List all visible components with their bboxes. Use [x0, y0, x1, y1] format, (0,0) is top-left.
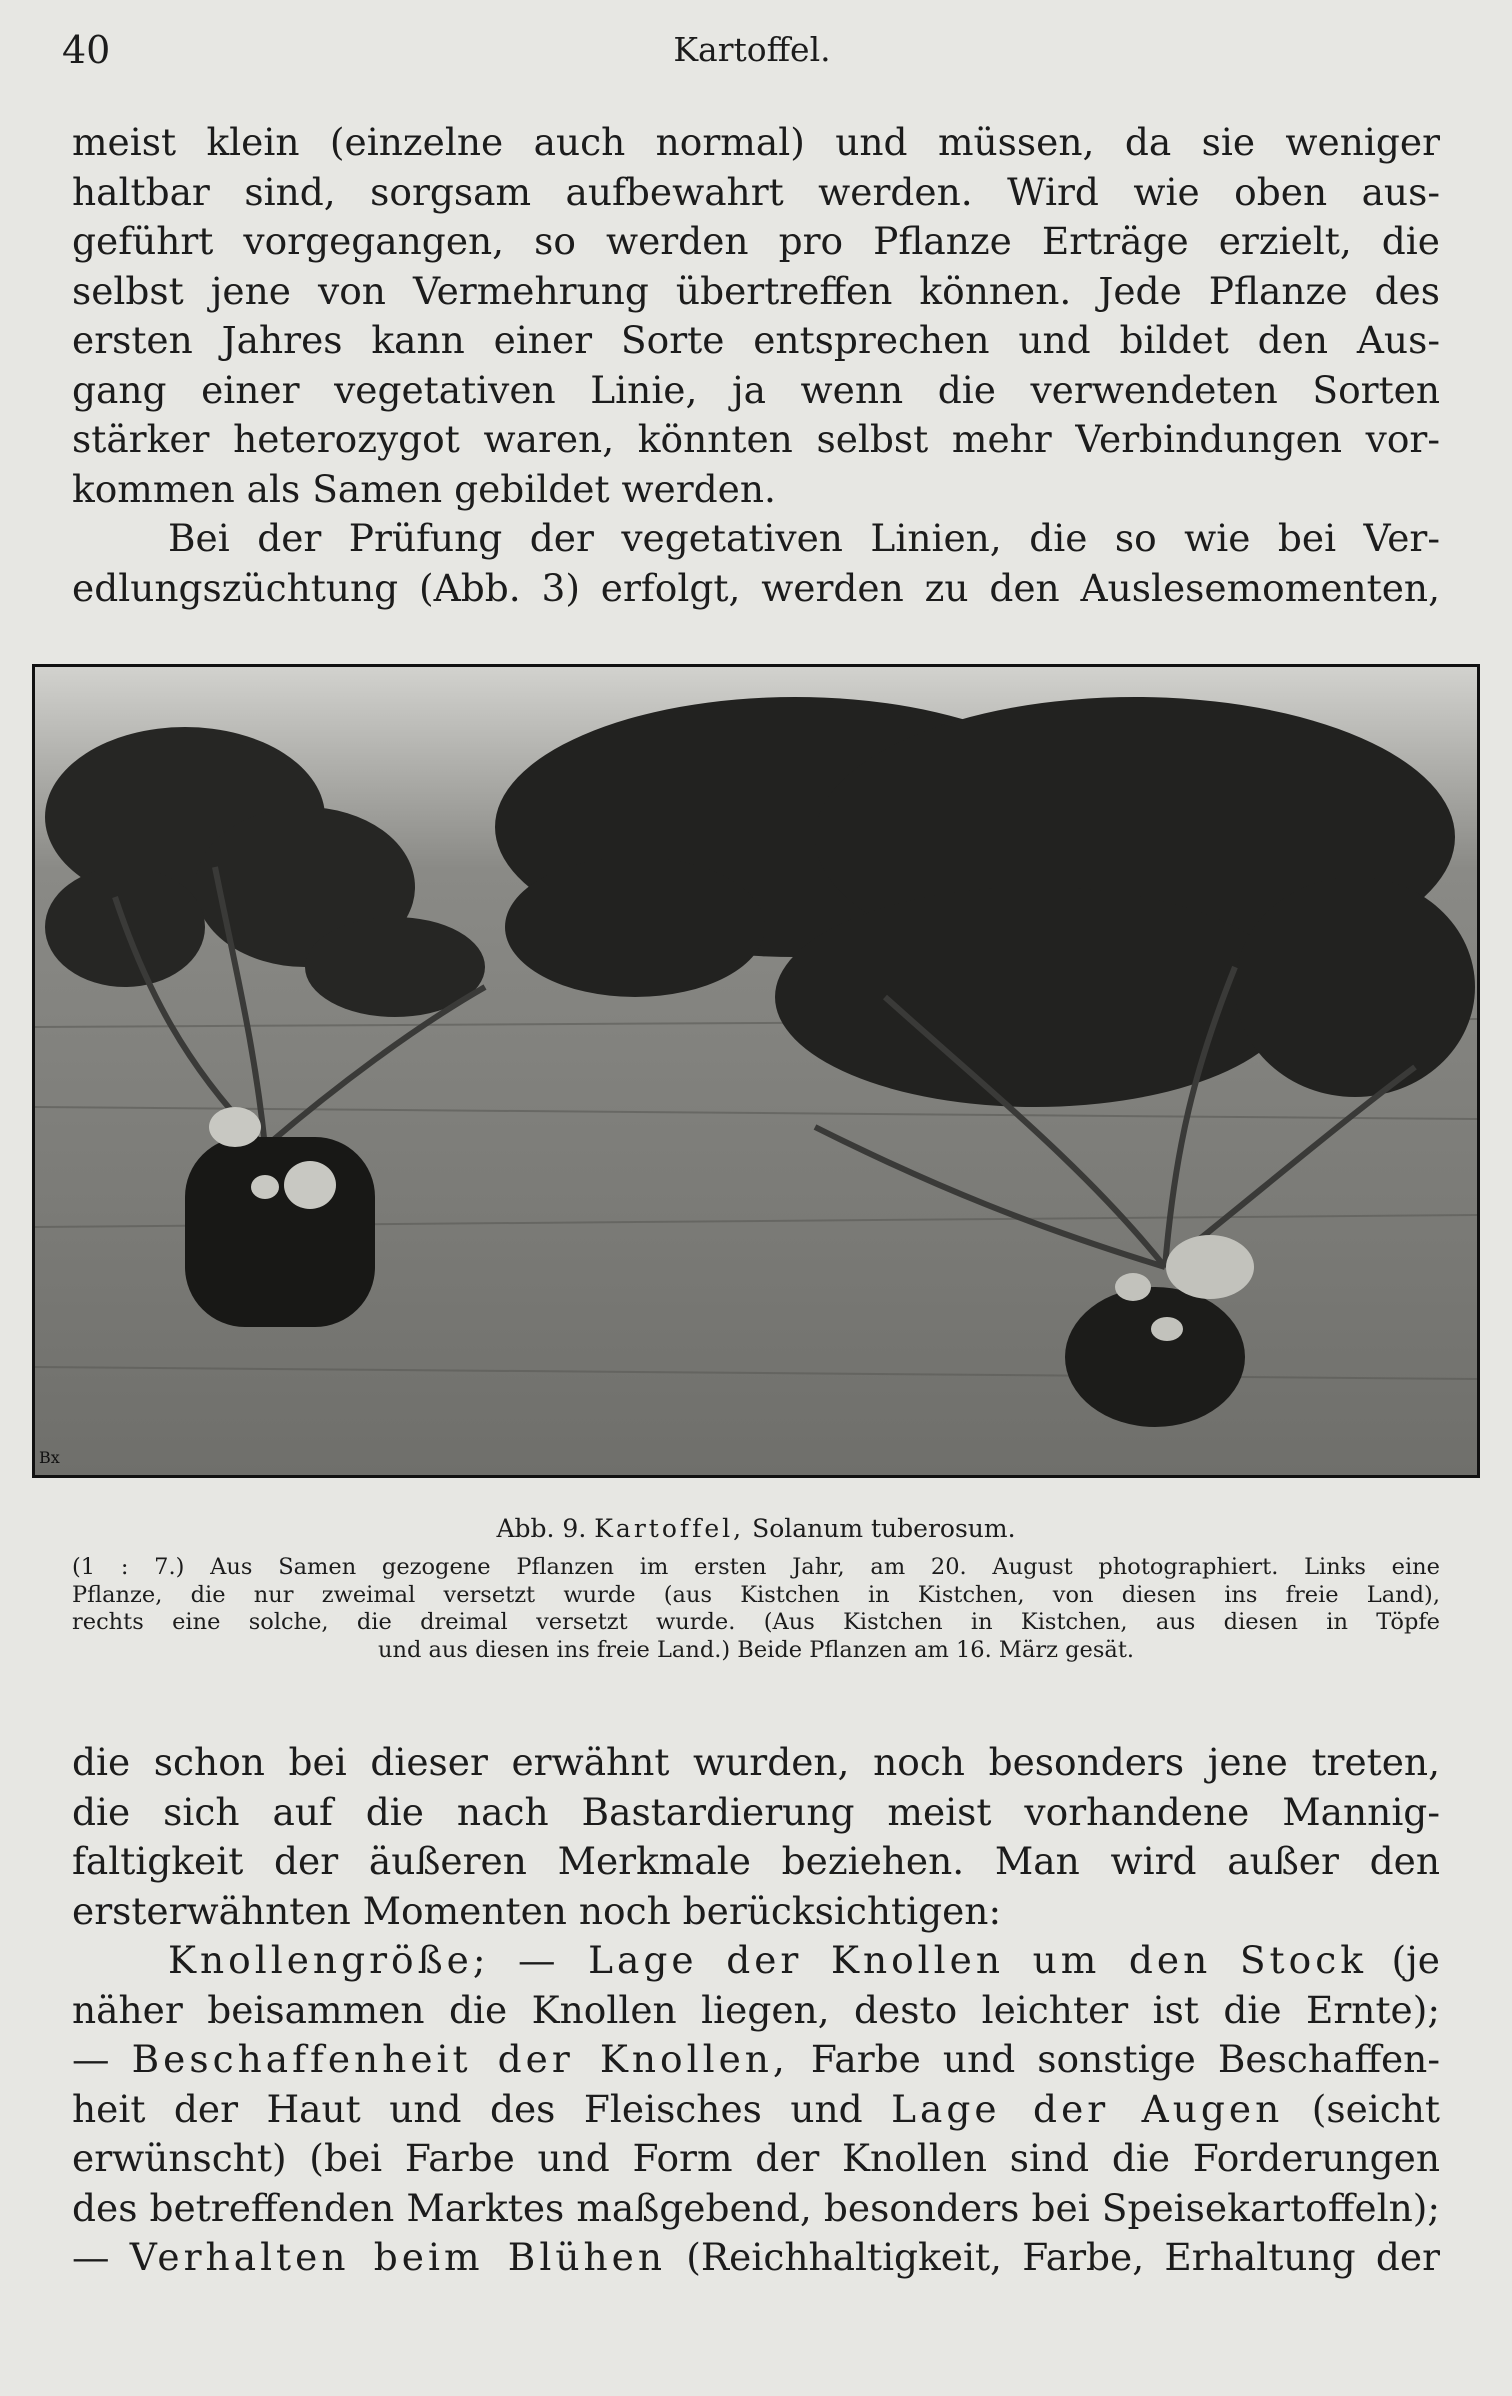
caption-label: Abb. 9.: [496, 1514, 587, 1543]
body-text-bottom: [72, 1738, 1440, 2283]
text-line: haltbar sind, sorgsam aufbewahrt werden. Wird wie oben aus-: [72, 169, 1440, 214]
text-line: faltigkeit der äußeren Merkmale beziehen. Man wird außer den: [72, 1839, 1440, 1883]
text-line: geführt vorgegangen, so werden pro Pflanze Erträge erzielt, die: [72, 219, 1440, 263]
spaced-term: Verhalten beim Blühen: [129, 2235, 666, 2279]
text-line: [72, 2035, 1440, 2085]
caption-title: [72, 1512, 1440, 1546]
caption-line: rechts eine solche, die dreimal versetzt wurde. (Aus Kistchen in Kistchen, aus diesen in Töpfe: [72, 1609, 1440, 1635]
text-line: [72, 2233, 1440, 2283]
text-line: kommen als Samen gebildet werden.: [72, 466, 776, 511]
text-line: gang einer vegetativen Linie, ja wenn die verwendeten Sorten: [72, 367, 1440, 412]
text-line: ersten Jahres kann einer Sorte entsprechen und bildet den Aus-: [72, 318, 1440, 362]
caption-body: [72, 1554, 1440, 1664]
caption-line: Pflanze, die nur zweimal versetzt wurde (aus Kistchen in Kistchen, von diesen ins freie Land),: [72, 1581, 1440, 1608]
text-run: (seicht: [1283, 2086, 1440, 2131]
page-header: [62, 28, 1442, 78]
text-line: ersterwähnten Momenten noch berücksichtigen:: [72, 1888, 1002, 1933]
caption-line: (1 : 7.) Aus Samen gezogene Pflanzen im ersten Jahr, am 20. August photographiert. Links eine: [72, 1554, 1440, 1580]
text-line: edlungszüchtung (Abb. 3) erfolgt, werden zu den Auslesemomenten,: [72, 565, 1440, 610]
text-run: heit der Haut und des Fleisches und: [72, 2086, 892, 2131]
caption-line: und aus diesen ins freie Land.) Beide Pflanzen am 16. März gesät.: [377, 1636, 1135, 1663]
text-line: stärker heterozygot waren, könnten selbst mehr Verbindungen vor-: [72, 417, 1440, 461]
text-run: Farbe und sonstige Beschaffen-: [788, 2037, 1440, 2081]
potato-plants-photo: [35, 667, 1477, 1475]
left-soil-ball: [185, 1137, 375, 1327]
page-number: 40: [62, 28, 111, 72]
spaced-term: Knollengröße; — Lage der Knollen um den Stock: [168, 1938, 1367, 1982]
caption-species: Solanum tuberosum.: [752, 1514, 1016, 1543]
text-line: näher beisammen die Knollen liegen, desto leichter ist die Ernte);: [72, 1987, 1440, 2032]
body-text-top: [72, 118, 1440, 613]
text-run: (je: [1366, 1938, 1440, 1982]
text-run: —: [72, 2037, 132, 2081]
text-line: des betreffenden Marktes maßgebend, besonders bei Speisekartoffeln);: [72, 2185, 1440, 2230]
right-roots: [1065, 1287, 1245, 1427]
text-line: [72, 2085, 1440, 2135]
text-line: Bei der Prüfung der vegetativen Linien, die so wie bei Ver-: [168, 516, 1440, 560]
text-line: meist klein (einzelne auch normal) und müssen, da sie weniger: [72, 120, 1440, 164]
figure-caption: [72, 1512, 1440, 1664]
engraver-mark: Bx: [39, 1448, 60, 1467]
figure-photograph: [32, 664, 1480, 1478]
text-line: selbst jene von Vermehrung übertreffen können. Jede Pflanze des: [72, 268, 1440, 313]
text-line: die schon bei dieser erwähnt wurden, noch besonders jene treten,: [72, 1740, 1440, 1784]
caption-name: Kartoffel,: [594, 1514, 745, 1543]
text-line: erwünscht) (bei Farbe und Form der Knollen sind die Forderungen: [72, 2136, 1440, 2180]
spaced-term: Beschaffenheit der Knollen,: [131, 2037, 789, 2081]
text-run: —: [72, 2235, 130, 2279]
text-line: die sich auf die nach Bastardierung meist vorhandene Mannig-: [72, 1789, 1440, 1834]
text-run: (Reichhaltigkeit, Farbe, Erhaltung der: [666, 2235, 1440, 2279]
text-line: [72, 1936, 1440, 1986]
running-head: Kartoffel.: [673, 30, 831, 69]
spaced-term: Lage der Augen: [891, 2086, 1284, 2131]
